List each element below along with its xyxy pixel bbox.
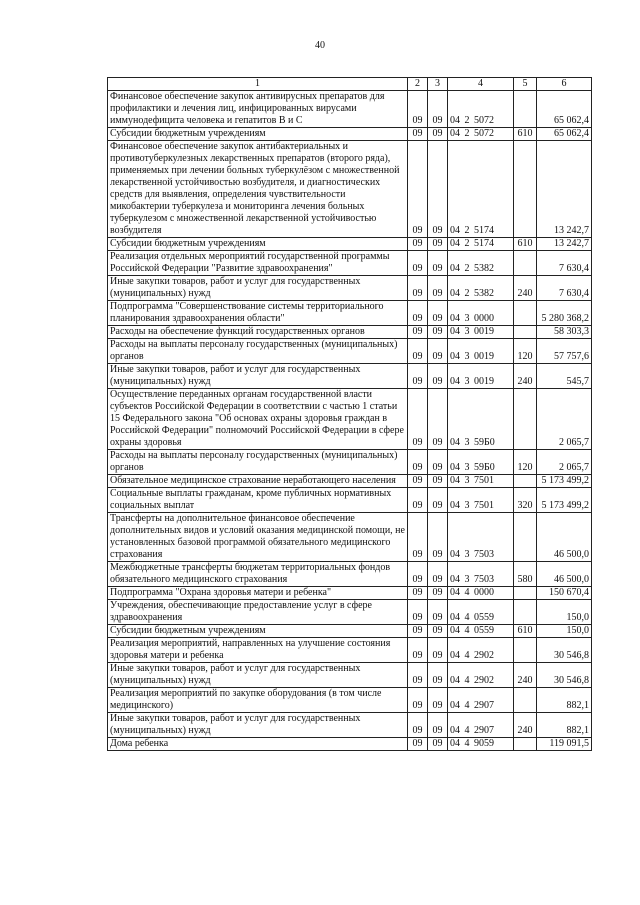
row-subsection: 09 <box>428 713 448 738</box>
table-row <box>108 587 592 600</box>
row-amount: 545,7 <box>537 364 592 389</box>
row-section: 09 <box>408 141 428 238</box>
row-subsection: 09 <box>428 339 448 364</box>
row-name: Иные закупки товаров, работ и услуг для государственных (муниципальных) нужд <box>108 276 408 301</box>
row-expense-type: 610 <box>514 238 537 251</box>
row-section: 09 <box>408 663 428 688</box>
row-name: Иные закупки товаров, работ и услуг для государственных (муниципальных) нужд <box>108 663 408 688</box>
row-amount: 5 173 499,2 <box>537 488 592 513</box>
table-row <box>108 625 592 638</box>
row-amount: 150,0 <box>537 625 592 638</box>
row-section: 09 <box>408 276 428 301</box>
row-expense-type <box>514 326 537 339</box>
row-subsection: 09 <box>428 450 448 475</box>
row-target-code: 04 3 0000 <box>448 301 514 326</box>
row-section: 09 <box>408 251 428 276</box>
row-amount: 2 065,7 <box>537 389 592 450</box>
row-section: 09 <box>408 128 428 141</box>
row-expense-type <box>514 587 537 600</box>
row-target-code: 04 4 2902 <box>448 663 514 688</box>
row-target-code: 04 4 2907 <box>448 688 514 713</box>
row-target-code: 04 3 0019 <box>448 326 514 339</box>
row-subsection: 09 <box>428 600 448 625</box>
row-section: 09 <box>408 713 428 738</box>
row-section: 09 <box>408 587 428 600</box>
row-target-code: 04 4 0559 <box>448 600 514 625</box>
header-col-1: 1 <box>108 78 408 91</box>
table-row <box>108 713 592 738</box>
row-section: 09 <box>408 389 428 450</box>
row-name: Расходы на выплаты персоналу государственных (муниципальных) органов <box>108 450 408 475</box>
row-subsection: 09 <box>428 301 448 326</box>
row-target-code: 04 4 9059 <box>448 738 514 751</box>
row-name: Реализация мероприятий, направленных на улучшение состояния здоровья матери и ребенка <box>108 638 408 663</box>
table-row <box>108 364 592 389</box>
table-row <box>108 663 592 688</box>
table-row <box>108 638 592 663</box>
row-target-code: 04 4 2902 <box>448 638 514 663</box>
row-subsection: 09 <box>428 587 448 600</box>
row-expense-type <box>514 513 537 562</box>
row-amount: 30 546,8 <box>537 638 592 663</box>
row-name: Осуществление переданных органам государственной власти субъектов Российской Федерации в соответствии с частью 1 статьи 15 Федерального закона "Об основах охраны здоровья граждан в Российской Федерации" полномочий Российской Федерации в сфере охраны здоровья <box>108 389 408 450</box>
row-target-code: 04 3 7501 <box>448 488 514 513</box>
row-subsection: 09 <box>428 251 448 276</box>
row-target-code: 04 2 5382 <box>448 276 514 301</box>
row-name: Иные закупки товаров, работ и услуг для государственных (муниципальных) нужд <box>108 713 408 738</box>
row-section: 09 <box>408 488 428 513</box>
row-target-code: 04 4 0559 <box>448 625 514 638</box>
row-section: 09 <box>408 91 428 128</box>
table-row <box>108 276 592 301</box>
row-target-code: 04 3 59Б0 <box>448 389 514 450</box>
row-section: 09 <box>408 238 428 251</box>
row-name: Расходы на обеспечение функций государственных органов <box>108 326 408 339</box>
header-col-6: 6 <box>537 78 592 91</box>
row-expense-type <box>514 141 537 238</box>
row-expense-type <box>514 91 537 128</box>
row-expense-type <box>514 301 537 326</box>
row-expense-type <box>514 688 537 713</box>
row-target-code: 04 3 7503 <box>448 562 514 587</box>
row-subsection: 09 <box>428 638 448 663</box>
row-subsection: 09 <box>428 389 448 450</box>
row-amount: 57 757,6 <box>537 339 592 364</box>
row-name: Подпрограмма "Охрана здоровья матери и ребенка" <box>108 587 408 600</box>
row-name: Учреждения, обеспечивающие предоставление услуг в сфере здравоохранения <box>108 600 408 625</box>
row-amount: 13 242,7 <box>537 238 592 251</box>
row-subsection: 09 <box>428 238 448 251</box>
row-expense-type: 320 <box>514 488 537 513</box>
row-target-code: 04 2 5174 <box>448 238 514 251</box>
row-target-code: 04 2 5382 <box>448 251 514 276</box>
table-row <box>108 326 592 339</box>
row-expense-type: 610 <box>514 128 537 141</box>
table-row <box>108 513 592 562</box>
row-name: Межбюджетные трансферты бюджетам территориальных фондов обязательного медицинского страхования <box>108 562 408 587</box>
row-amount: 2 065,7 <box>537 450 592 475</box>
row-expense-type: 240 <box>514 663 537 688</box>
row-target-code: 04 2 5072 <box>448 128 514 141</box>
table-row <box>108 339 592 364</box>
table-row <box>108 688 592 713</box>
row-amount: 30 546,8 <box>537 663 592 688</box>
row-name: Финансовое обеспечение закупок антивирусных препаратов для профилактики и лечения лиц, инфицированных вирусами иммунодефицита человека и гепатитов В и С <box>108 91 408 128</box>
header-col-3: 3 <box>428 78 448 91</box>
table-header-row <box>108 78 592 91</box>
row-name: Дома ребенка <box>108 738 408 751</box>
row-section: 09 <box>408 513 428 562</box>
row-subsection: 09 <box>428 326 448 339</box>
table-row <box>108 738 592 751</box>
row-subsection: 09 <box>428 128 448 141</box>
table-row <box>108 128 592 141</box>
row-expense-type <box>514 638 537 663</box>
row-amount: 119 091,5 <box>537 738 592 751</box>
header-col-4: 4 <box>448 78 514 91</box>
row-subsection: 09 <box>428 663 448 688</box>
row-amount: 58 303,3 <box>537 326 592 339</box>
row-amount: 65 062,4 <box>537 128 592 141</box>
row-name: Расходы на выплаты персоналу государственных (муниципальных) органов <box>108 339 408 364</box>
row-name: Обязательное медицинское страхование неработающего населения <box>108 475 408 488</box>
row-target-code: 04 3 59Б0 <box>448 450 514 475</box>
row-target-code: 04 4 2907 <box>448 713 514 738</box>
row-target-code: 04 4 0000 <box>448 587 514 600</box>
row-subsection: 09 <box>428 141 448 238</box>
row-subsection: 09 <box>428 475 448 488</box>
row-name: Социальные выплаты гражданам, кроме публичных нормативных социальных выплат <box>108 488 408 513</box>
row-target-code: 04 2 5072 <box>448 91 514 128</box>
row-amount: 7 630,4 <box>537 251 592 276</box>
row-section: 09 <box>408 625 428 638</box>
row-target-code: 04 3 7501 <box>448 475 514 488</box>
row-section: 09 <box>408 475 428 488</box>
row-subsection: 09 <box>428 625 448 638</box>
row-amount: 46 500,0 <box>537 513 592 562</box>
table-body <box>108 91 592 751</box>
row-expense-type: 120 <box>514 339 537 364</box>
row-amount: 65 062,4 <box>537 91 592 128</box>
row-expense-type: 240 <box>514 276 537 301</box>
row-name: Финансовое обеспечение закупок антибактериальных и противотуберкулезных лекарственных препаратов (второго ряда), применяемых при лечении больных туберкулёзом с множественной лекарственной устойчивостью возбудителя, и диагностических средств для выявления, определения чувствительности микобактерии туберкулеза и мониторинга лечения больных туберкулезом с множественной лекарственной устойчивостью возбудителя <box>108 141 408 238</box>
row-section: 09 <box>408 450 428 475</box>
row-subsection: 09 <box>428 276 448 301</box>
row-expense-type: 120 <box>514 450 537 475</box>
row-target-code: 04 3 7503 <box>448 513 514 562</box>
row-section: 09 <box>408 339 428 364</box>
row-amount: 7 630,4 <box>537 276 592 301</box>
row-amount: 150 670,4 <box>537 587 592 600</box>
row-expense-type <box>514 600 537 625</box>
table-row <box>108 475 592 488</box>
table-row <box>108 562 592 587</box>
table-row <box>108 238 592 251</box>
row-name: Подпрограмма "Совершенствование системы территориального планирования здравоохранения области" <box>108 301 408 326</box>
row-amount: 13 242,7 <box>537 141 592 238</box>
row-subsection: 09 <box>428 488 448 513</box>
header-col-2: 2 <box>408 78 428 91</box>
table-row <box>108 450 592 475</box>
row-name: Субсидии бюджетным учреждениям <box>108 238 408 251</box>
row-expense-type <box>514 251 537 276</box>
header-col-5: 5 <box>514 78 537 91</box>
row-amount: 5 280 368,2 <box>537 301 592 326</box>
row-expense-type: 580 <box>514 562 537 587</box>
row-subsection: 09 <box>428 688 448 713</box>
row-expense-type <box>514 738 537 751</box>
row-name: Реализация отдельных мероприятий государственной программы Российской Федерации "Развитие здравоохранения" <box>108 251 408 276</box>
table-row <box>108 141 592 238</box>
row-subsection: 09 <box>428 738 448 751</box>
page-number: 40 <box>315 40 325 51</box>
row-target-code: 04 2 5174 <box>448 141 514 238</box>
row-section: 09 <box>408 364 428 389</box>
row-expense-type: 240 <box>514 364 537 389</box>
row-section: 09 <box>408 600 428 625</box>
row-target-code: 04 3 0019 <box>448 339 514 364</box>
row-subsection: 09 <box>428 562 448 587</box>
row-amount: 46 500,0 <box>537 562 592 587</box>
row-amount: 882,1 <box>537 688 592 713</box>
row-name: Реализация мероприятий по закупке оборудования (в том числе медицинского) <box>108 688 408 713</box>
row-target-code: 04 3 0019 <box>448 364 514 389</box>
table-row <box>108 91 592 128</box>
row-expense-type <box>514 389 537 450</box>
table-row <box>108 488 592 513</box>
row-name: Субсидии бюджетным учреждениям <box>108 128 408 141</box>
row-name: Иные закупки товаров, работ и услуг для государственных (муниципальных) нужд <box>108 364 408 389</box>
row-name: Трансферты на дополнительное финансовое обеспечение дополнительных видов и условий оказания медицинской помощи, не установленных базовой программой обязательного медицинского страхования <box>108 513 408 562</box>
table-row <box>108 389 592 450</box>
row-section: 09 <box>408 688 428 713</box>
row-section: 09 <box>408 738 428 751</box>
row-section: 09 <box>408 326 428 339</box>
row-expense-type: 610 <box>514 625 537 638</box>
row-amount: 882,1 <box>537 713 592 738</box>
row-name: Субсидии бюджетным учреждениям <box>108 625 408 638</box>
budget-table <box>107 77 592 751</box>
row-amount: 150,0 <box>537 600 592 625</box>
row-expense-type: 240 <box>514 713 537 738</box>
table-row <box>108 600 592 625</box>
table-row <box>108 251 592 276</box>
table-row <box>108 301 592 326</box>
row-section: 09 <box>408 301 428 326</box>
row-expense-type <box>514 475 537 488</box>
row-section: 09 <box>408 638 428 663</box>
row-subsection: 09 <box>428 513 448 562</box>
row-subsection: 09 <box>428 364 448 389</box>
row-subsection: 09 <box>428 91 448 128</box>
row-section: 09 <box>408 562 428 587</box>
row-amount: 5 173 499,2 <box>537 475 592 488</box>
